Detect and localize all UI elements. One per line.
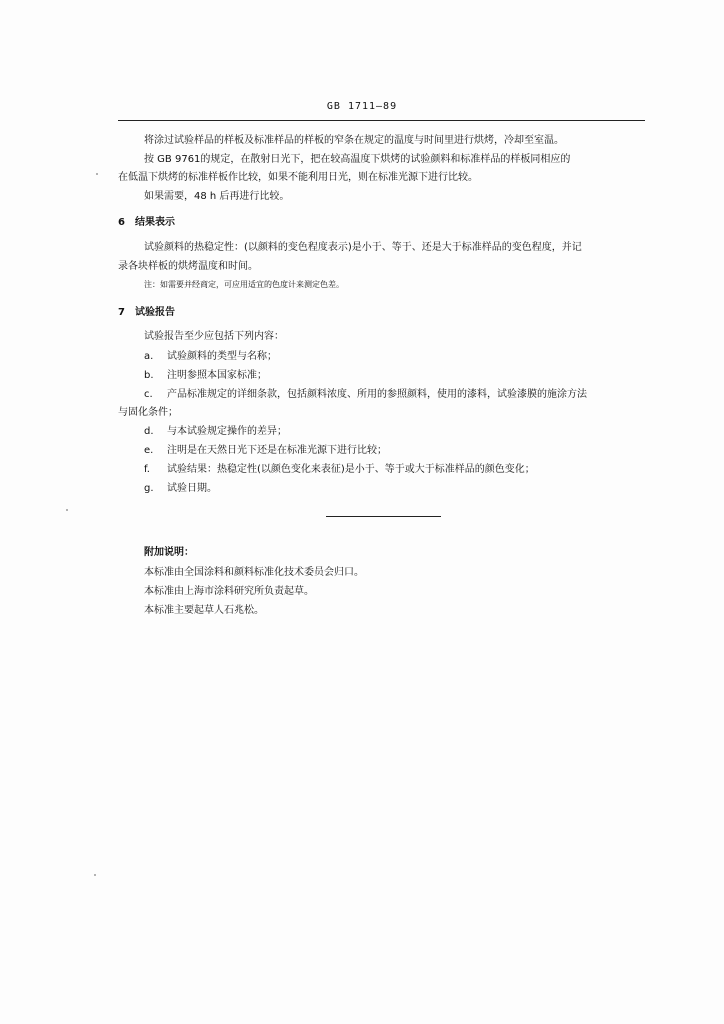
list-item-continuation: 与固化条件；	[118, 407, 178, 418]
section7-intro: 试验报告至少应包括下列内容：	[144, 331, 284, 342]
list-item-marker: e.	[144, 445, 154, 456]
appendix-line-2: 本标准由上海市涂料研究所负责起草。	[144, 586, 314, 597]
appendix-line-1: 本标准由全国涂料和颜料标准化技术委员会归口。	[144, 567, 364, 578]
section5-line-1: 将涂过试验样品的样板及标准样品的样板的窄条在规定的温度与时间里进行烘烤，冷却至室温。	[144, 135, 564, 146]
scan-speck	[66, 509, 68, 511]
list-item-text: 注明参照本国家标准；	[167, 370, 267, 381]
list-item-marker: b.	[144, 370, 154, 381]
section6-note: 注：如需要并经商定，可应用适宜的色度计来测定色差。	[144, 280, 344, 289]
section6-paragraph-line-2: 录各块样板的烘烤温度和时间。	[118, 261, 258, 272]
list-item-marker: f.	[144, 464, 150, 475]
list-item-marker: d.	[144, 426, 154, 437]
section5-line-3: 在低温下烘烤的标准样板作比较，如果不能利用日光，则在标准光源下进行比较。	[118, 172, 478, 183]
header-divider	[118, 120, 645, 121]
section5-line-4: 如果需要，48 h 后再进行比较。	[144, 191, 290, 202]
list-item-text: 注明是在天然日光下还是在标准光源下进行比较；	[167, 445, 387, 456]
scan-speck	[96, 173, 98, 175]
appendix-heading: 附加说明：	[144, 547, 194, 558]
section6-paragraph-line-1: 试验颜料的热稳定性：(以颜料的变色程度表示)是小于、等于、还是大于标准样品的变色程度，并记	[144, 242, 582, 253]
list-item-marker: a.	[144, 351, 154, 362]
scan-speck	[94, 874, 96, 876]
list-item-marker: c.	[144, 389, 153, 400]
appendix-line-3: 本标准主要起草人石兆松。	[144, 605, 264, 616]
section7-heading: 7 试验报告	[118, 307, 175, 318]
list-item-text: 试验日期。	[167, 483, 217, 494]
section6-heading: 6 结果表示	[118, 217, 175, 228]
list-item-text: 产品标准规定的详细条款，包括颜料浓度、所用的参照颜料，使用的漆料，试验漆膜的施涂方法	[167, 389, 587, 400]
list-item-text: 与本试验规定操作的差异；	[167, 426, 287, 437]
list-item-text: 试验结果：热稳定性(以颜色变化来表征)是小于、等于或大于标准样品的颜色变化；	[167, 464, 535, 475]
list-item-text: 试验颜料的类型与名称；	[167, 351, 277, 362]
standard-code-header: GB 1711—89	[326, 101, 398, 112]
list-item-marker: g.	[144, 483, 154, 494]
end-of-standard-rule	[326, 516, 441, 517]
section5-line-2: 按 GB 9761的规定，在散射日光下，把在较高温度下烘烤的试验颜料和标准样品的样板同相应的	[144, 154, 571, 165]
